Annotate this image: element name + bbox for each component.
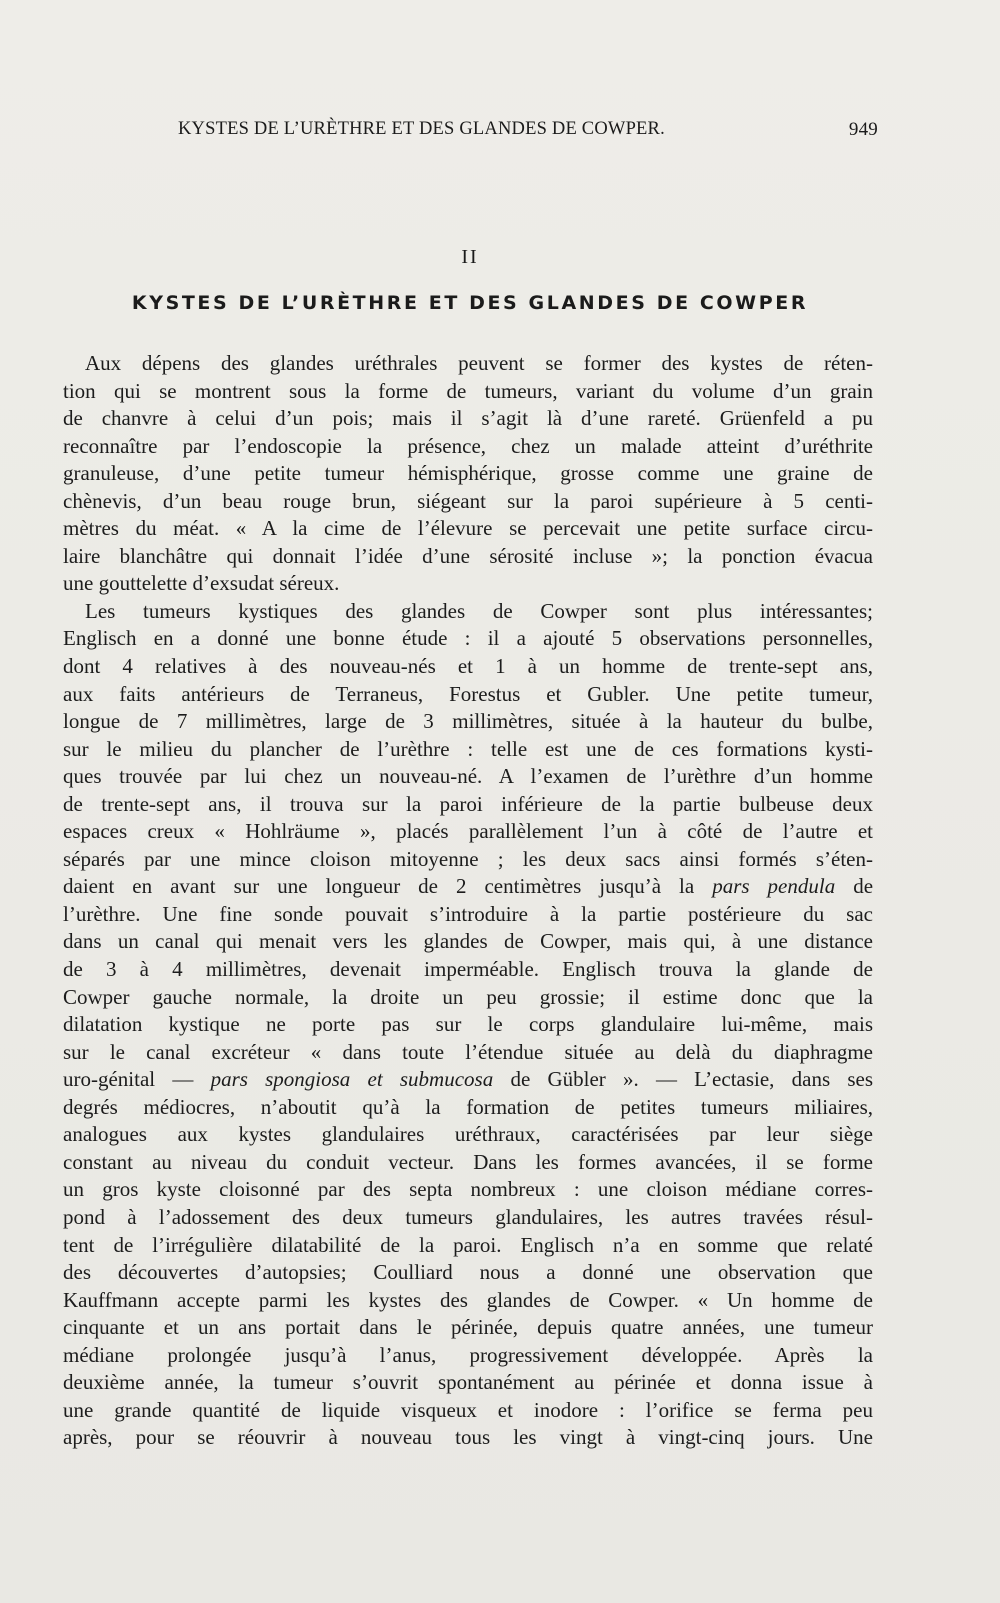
text-line: espaces creux « Hohlräume », placés parallèlement l’un à côté de l’autre et <box>63 819 873 844</box>
text-line: deuxième année, la tumeur s’ouvrit spontanément au périnée et donna issue à <box>63 1370 873 1395</box>
text-line: analogues aux kystes glandulaires uréthraux, caractérisées par leur siège <box>63 1122 873 1147</box>
text-line: cinquante et un ans portait dans le périnée, depuis quatre années, une tumeur <box>63 1315 873 1340</box>
text-line: mètres du méat. « A la cime de l’élevure se percevait une petite surface circu- <box>63 516 873 541</box>
text-line: aux faits antérieurs de Terraneus, Forestus et Gubler. Une petite tumeur, <box>63 681 873 706</box>
text-line: ques trouvée par lui chez un nouveau-né. A l’examen de l’urèthre d’un homme <box>63 764 873 789</box>
text-line: chènevis, d’un beau rouge brun, siégeant sur la paroi supérieure à 5 centi- <box>63 488 873 513</box>
italic-term: pars pendula <box>712 874 836 899</box>
text-segment: daient en avant sur une longueur de 2 centimètres jusqu’à la <box>63 874 695 899</box>
text-line: longue de 7 millimètres, large de 3 millimètres, située à la hauteur du bulbe, <box>63 709 873 734</box>
section-title: KYSTES DE L’URÈTHRE ET DES GLANDES DE COWPER <box>131 292 809 314</box>
text-line: un gros kyste cloisonné par des septa nombreux : une cloison médiane corres- <box>63 1177 873 1202</box>
text-line: Cowper gauche normale, la droite un peu grossie; il estime donc que la <box>63 984 873 1009</box>
text-line: médiane prolongée jusqu’à l’anus, progressivement développée. Après la <box>63 1342 873 1367</box>
text-line: constant au niveau du conduit vecteur. Dans les formes avancées, il se forme <box>63 1149 873 1174</box>
text-line: Aux dépens des glandes uréthrales peuvent se former des kystes de réten- <box>85 351 873 375</box>
text-line: de chanvre à celui d’un pois; mais il s’agit là d’une rareté. Grüenfeld a pu <box>63 406 873 431</box>
text-line: laire blanchâtre qui donnait l’idée d’une sérosité incluse »; la ponction évacua <box>63 543 873 568</box>
text-line: degrés médiocres, n’aboutit qu’à la formation de petites tumeurs miliaires, <box>63 1094 873 1119</box>
text-line: après, pour se réouvrir à nouveau tous les vingt à vingt-cinq jours. Une <box>63 1425 873 1450</box>
text-line: sur le milieu du plancher de l’urèthre : telle est une de ces formations kysti- <box>63 736 873 761</box>
italic-term: pars spongiosa et submucosa <box>210 1067 494 1092</box>
text-line: l’urèthre. Une fine sonde pouvait s’introduire à la partie postérieure du sac <box>63 901 873 926</box>
text-line: Englisch en a donné une bonne étude : il a ajouté 5 observations personnelles, <box>63 626 873 651</box>
text-line: une grande quantité de liquide visqueux et inodore : l’orifice se ferma peu <box>63 1397 873 1422</box>
text-line: granuleuse, d’une petite tumeur hémisphérique, grosse comme une graine de <box>63 461 873 486</box>
running-title: KYSTES DE L’URÈTHRE ET DES GLANDES DE COWPER. <box>178 119 665 139</box>
text-line: Les tumeurs kystiques des glandes de Cowper sont plus intéressantes; <box>85 598 873 623</box>
text-segment: uro-génital — <box>63 1067 194 1092</box>
section-number: II <box>461 246 479 268</box>
text-line-mixed <box>63 1066 873 1094</box>
body-text <box>63 350 873 1452</box>
text-line: une gouttelette d’exsudat séreux. <box>63 571 340 596</box>
text-line: dans un canal qui menait vers les glandes de Cowper, mais qui, à une distance <box>63 929 873 954</box>
text-segment: de Gübler ». — L’ectasie, dans ses <box>510 1067 874 1092</box>
text-line-mixed <box>63 873 873 901</box>
text-line: sur le canal excréteur « dans toute l’étendue située au delà du diaphragme <box>63 1039 873 1064</box>
text-line: de 3 à 4 millimètres, devenait imperméable. Englisch trouva la glande de <box>63 957 873 982</box>
text-line: pond à l’adossement des deux tumeurs glandulaires, les autres travées résul- <box>63 1204 873 1229</box>
text-line: Kauffmann accepte parmi les kystes des glandes de Cowper. « Un homme de <box>63 1287 873 1312</box>
text-segment: de <box>853 874 874 899</box>
text-line: de trente-sept ans, il trouva sur la paroi inférieure de la partie bulbeuse deux <box>63 791 873 816</box>
text-line: reconnaître par l’endoscopie la présence, chez un malade atteint d’uréthrite <box>63 433 873 458</box>
text-line: séparés par une mince cloison mitoyenne ; les deux sacs ainsi formés s’éten- <box>63 846 873 871</box>
running-head <box>178 119 878 149</box>
page-number: 949 <box>848 119 878 140</box>
text-line: dont 4 relatives à des nouveau-nés et 1 à un homme de trente-sept ans, <box>63 654 873 679</box>
text-line: des découvertes d’autopsies; Coulliard nous a donné une observation que <box>63 1260 873 1285</box>
text-line: dilatation kystique ne porte pas sur le corps glandulaire lui-même, mais <box>63 1012 873 1037</box>
text-line: tion qui se montrent sous la forme de tumeurs, variant du volume d’un grain <box>63 378 873 403</box>
text-line: tent de l’irrégulière dilatabilité de la paroi. Englisch n’a en somme que relaté <box>63 1232 873 1257</box>
